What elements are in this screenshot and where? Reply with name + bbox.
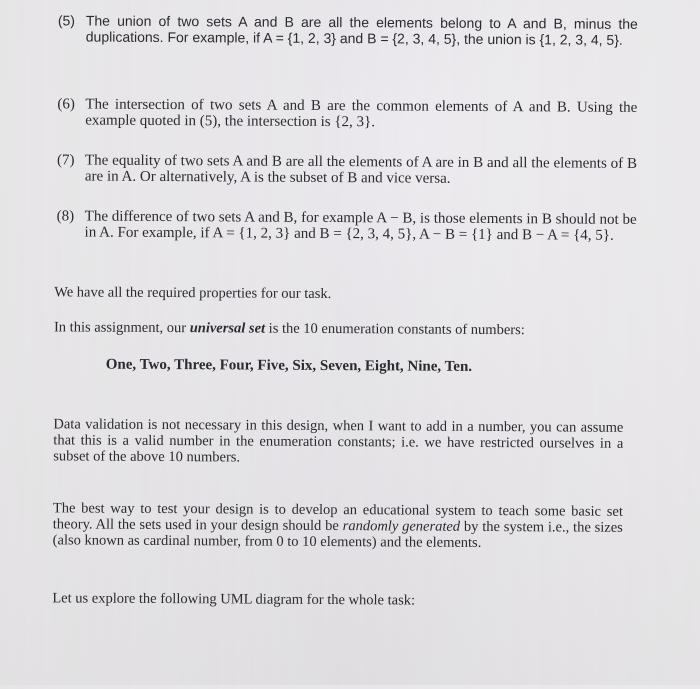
- item-number: (5): [57, 12, 76, 29]
- item-8: [57, 208, 637, 244]
- item-text: The intersection of two sets A and B are the common elements of A and B. Using the example quoted in (5), the intersection is {2, 3}.: [85, 96, 638, 131]
- item-text: The difference of two sets A and B, for example A − B, is those elements in B should not be in A. For example, if A = {1, 2, 3} and B = {2, 3, 4, 5}, A − B = {1} and B − A = {4, 5}.: [84, 208, 637, 244]
- required-properties-text: We have all the required properties for our task.: [54, 284, 332, 303]
- enumeration-constants: One, Two, Three, Four, Five, Six, Seven, Eight, Nine, Ten.: [105, 356, 473, 375]
- item-number: (7): [56, 152, 75, 169]
- item-6: [57, 96, 637, 132]
- item-number: (8): [56, 208, 75, 225]
- test-italic: randomly generated: [342, 518, 461, 535]
- universal-after: is the 10 enumeration constants of numbers:: [268, 320, 525, 339]
- uml-intro-text: Let us explore the following UML diagram for the whole task:: [52, 590, 416, 609]
- universal-before: In this assignment, our: [53, 319, 187, 337]
- item-5: [58, 12, 638, 48]
- item-7: [57, 152, 637, 188]
- test-before: The best way to test your design is to develop an educational system to teach some basic set theory. All the sets used in your design should be: [52, 500, 623, 535]
- item-number: (6): [57, 96, 75, 113]
- universal-set-paragraph: [54, 319, 624, 338]
- validation-paragraph: Data validation is not necessary in this design, when I want to add in a number, you can assume that this is a valid number in the enumeration constants; i.e. we have restricted ourselves in a subset of the above 10 numbers.: [53, 416, 624, 466]
- testing-paragraph: [53, 500, 623, 551]
- item-text: The union of two sets A and B are all the elements belong to A and B, minus the duplications. For example, if A = {1, 2, 3} and B = {2, 3, 4, 5}, the union is {1, 2, 3, 4, 5}.: [85, 12, 638, 48]
- item-text: The equality of two sets A and B are all the elements of A are in B and all the elements of B are in A. Or alternatively, A is the subset of B and vice versa.: [84, 152, 638, 187]
- test-after: by the system i.e., the sizes (also known as cardinal number, from 0 to 10 elements) and the elements.: [52, 518, 623, 551]
- universal-term: universal set: [189, 320, 266, 337]
